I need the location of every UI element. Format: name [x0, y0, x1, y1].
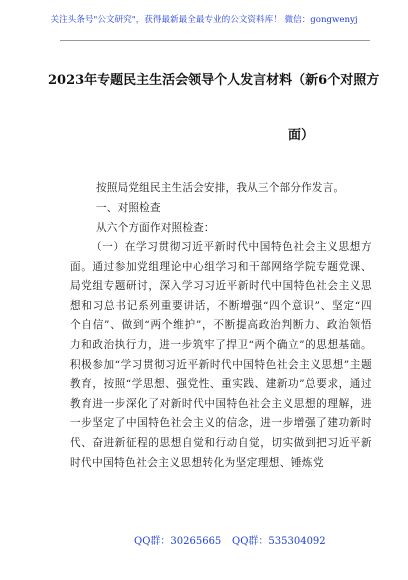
- header-divider: [60, 40, 370, 41]
- footer-qq-group-right: QQ群：535304092: [232, 536, 326, 547]
- sub-heading: 从六个方面作对照检查：: [96, 222, 215, 234]
- body-paragraph: （一）在学习贯彻习近平新时代中国特色社会主义思想方面。通过参加党组理论中心组学习和干部网络学院专题党课、局党组专题研讨，深入学习习近平新时代中国特色社会主义思想和习总书记系列重要讲话，不断增强“四个意识”、坚定“四个自信”、做到“两个维护”，不断提高政治判断力、政治领悟力和政治执行力，进一步筑牢了捍卫“两个确立”的思想基础。积极参加“学习贯彻习近平新时代中国特色社会主义思想”主题教育，按照“学思想、强党性、重实践、建新功”总要求，通过教育进一步深化了对新时代中国特色社会主义思想的理解，进一步坚定了中国特色社会主义的信念，进一步增强了建功新时代、奋进新征程的思想自觉和行动自觉，切实做到把习近平新时代中国特色社会主义思想转化为坚定理想、锤炼党: [70, 241, 372, 469]
- document-title-line-2: 面）: [287, 128, 314, 143]
- section-heading: 一、对照检查: [96, 202, 161, 214]
- header-banner: 关注头条号"公文研究"，获得最新最全最专业的公文资料库！ 微信：gongwenyj: [50, 15, 358, 25]
- intro-paragraph: 按照局党组民主生活会安排，我从三个部分作发言。: [96, 182, 345, 194]
- document-title-line-1: 2023年专题民主生活会领导个人发言材料（新6个对照方: [48, 73, 380, 88]
- footer-qq-group-left: QQ群：30265665: [134, 536, 222, 547]
